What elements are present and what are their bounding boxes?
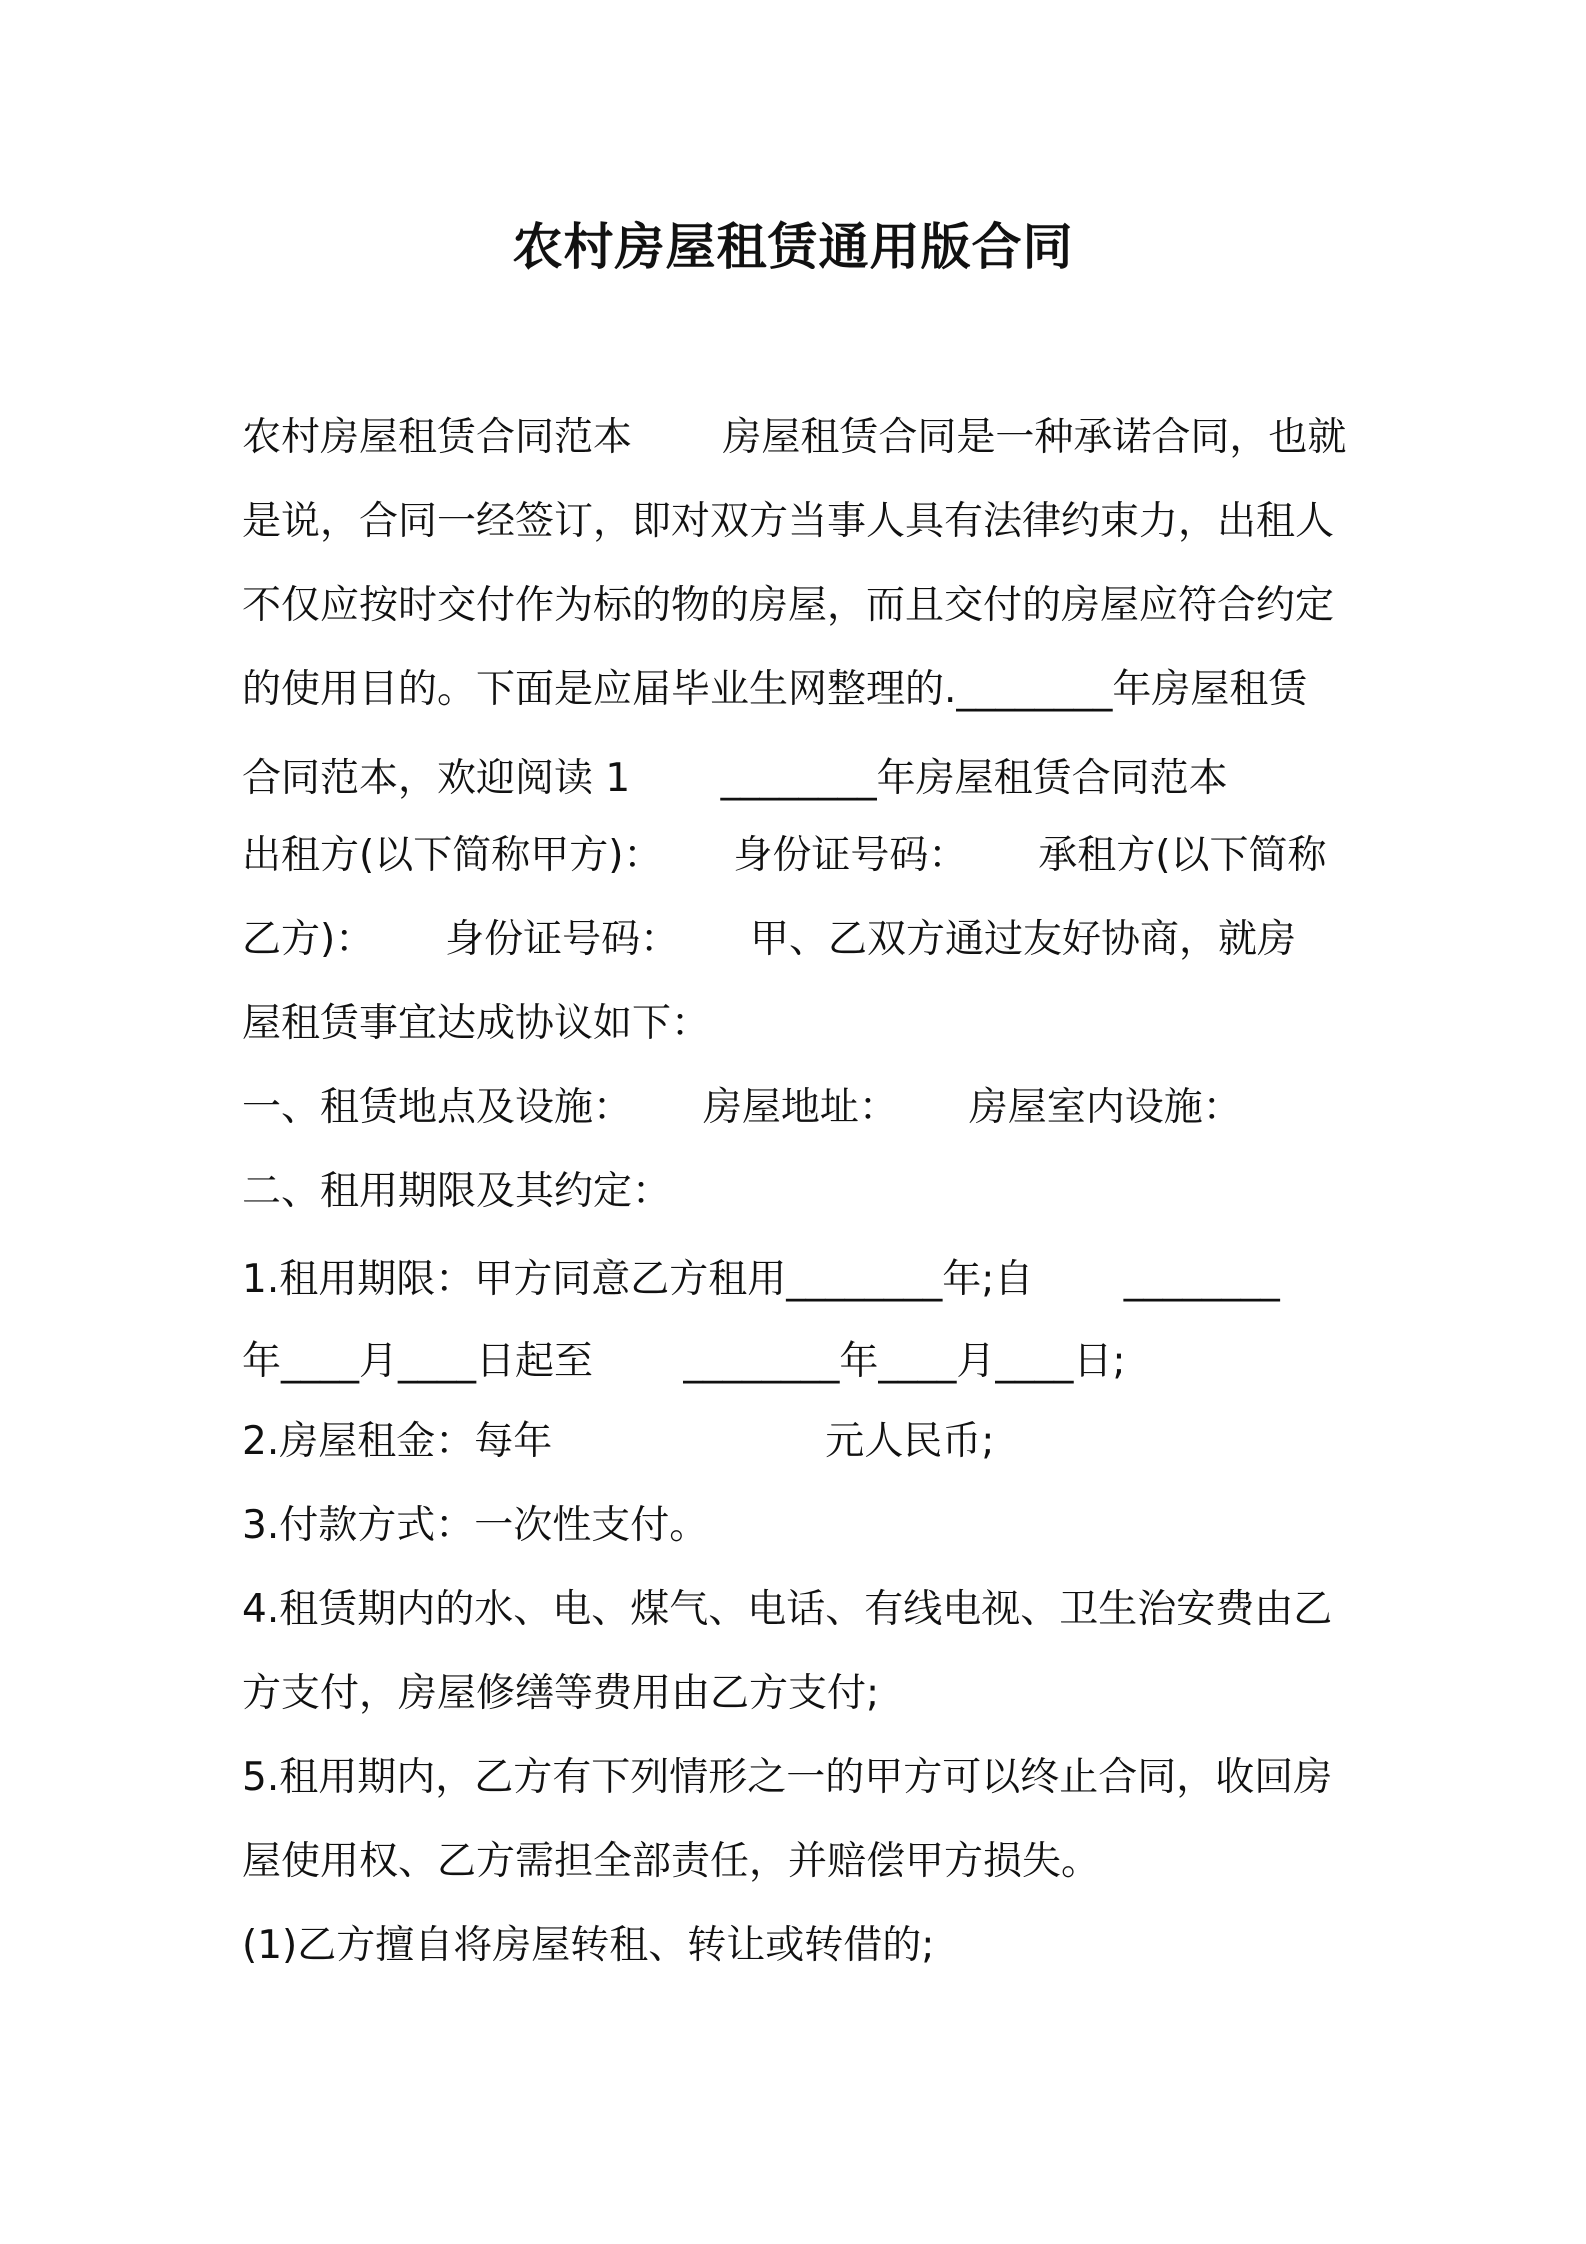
body-line-6: 出租方(以下简称甲方)： 身份证号码： 承租方(以下简称 xyxy=(242,833,1327,878)
clause-1-line-1: 1.租用期限：甲方同意乙方租用________年;自 ________ xyxy=(242,1257,1280,1302)
clause-5-line-1: 5.租用期内，乙方有下列情形之一的甲方可以终止合同，收回房 xyxy=(242,1755,1333,1800)
clause-1-line-2: 年____月____日起至 ________年____月____日; xyxy=(242,1339,1126,1384)
body-line-4: 的使用目的。下面是应届毕业生网整理的.________年房屋租赁 xyxy=(242,667,1308,712)
document-title: 农村房屋租赁通用版合同 xyxy=(512,218,1074,276)
body-line-1: 农村房屋租赁合同范本 房屋租赁合同是一种承诺合同，也就 xyxy=(242,415,1347,460)
clause-5-item-1: (1)乙方擅自将房屋转租、转让或转借的; xyxy=(242,1923,935,1968)
clause-3: 3.付款方式：一次性支付。 xyxy=(242,1503,709,1548)
body-line-3: 不仅应按时交付作为标的物的房屋，而且交付的房屋应符合约定 xyxy=(242,583,1335,628)
clause-2: 2.房屋租金：每年 元人民币; xyxy=(242,1419,995,1464)
clause-4-line-2: 方支付，房屋修缮等费用由乙方支付; xyxy=(242,1671,880,1716)
section-1-heading: 一、租赁地点及设施： 房屋地址： 房屋室内设施： xyxy=(242,1085,1242,1130)
body-line-5: 合同范本，欢迎阅读 1 ________年房屋租赁合同范本 xyxy=(242,756,1228,801)
clause-4-line-1: 4.租赁期内的水、电、煤气、电话、有线电视、卫生治安费由乙 xyxy=(242,1587,1333,1632)
body-line-8: 屋租赁事宜达成协议如下： xyxy=(242,1001,711,1046)
body-line-2: 是说，合同一经签订，即对双方当事人具有法律约束力，出租人 xyxy=(242,499,1335,544)
body-line-7: 乙方)： 身份证号码： 甲、乙双方通过友好协商，就房 xyxy=(242,917,1297,962)
section-2-heading: 二、租用期限及其约定： xyxy=(242,1169,672,1214)
clause-5-line-2: 屋使用权、乙方需担全部责任，并赔偿甲方损失。 xyxy=(242,1839,1101,1884)
